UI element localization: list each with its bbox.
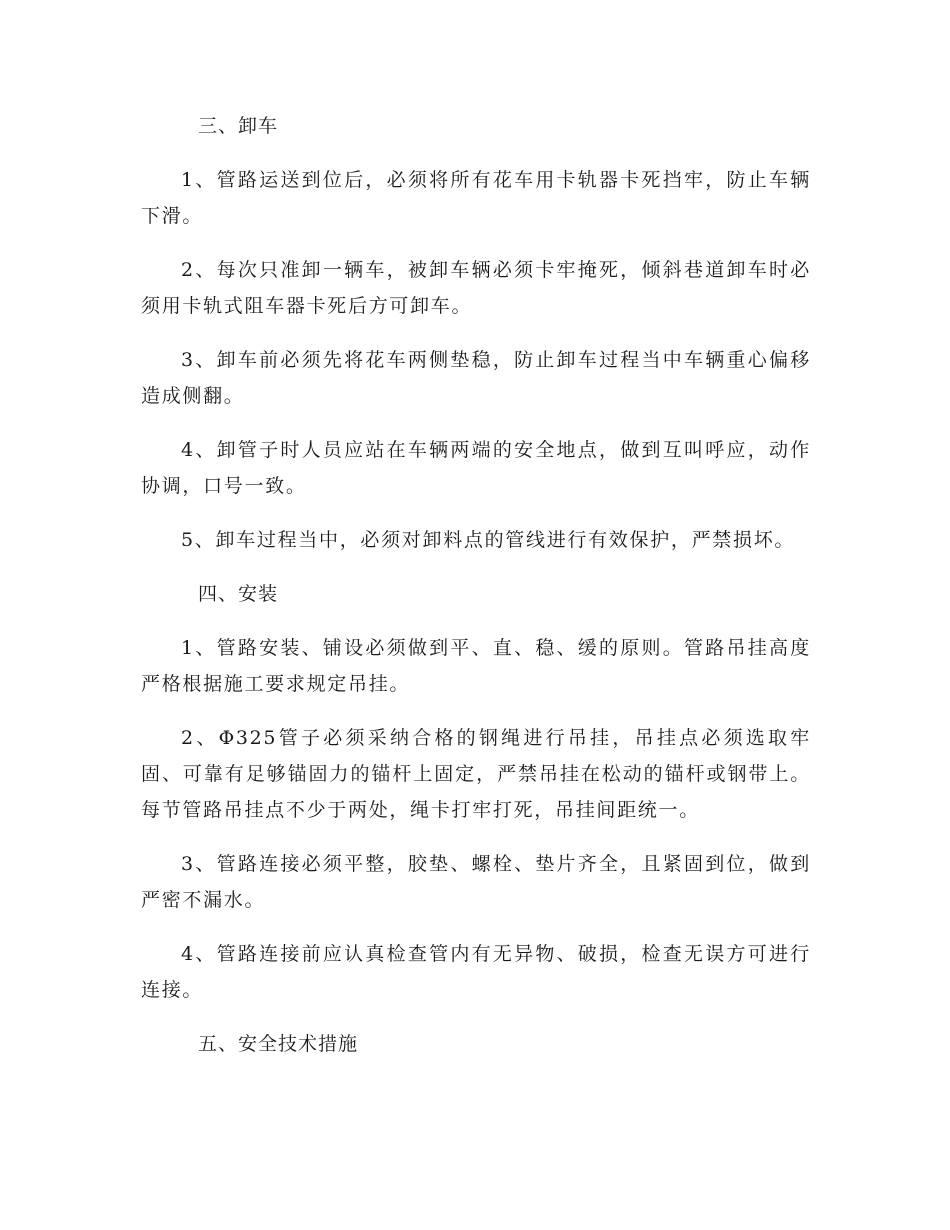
paragraph: 2、每次只准卸一辆车，被卸车辆必须卡牢掩死，倾斜巷道卸车时必须用卡轨式阻车器卡死后方可卸车。 <box>141 259 811 317</box>
paragraph: 1、管路安装、铺设必须做到平、直、稳、缓的原则。管路吊挂高度严格根据施工要求规定吊挂。 <box>141 637 811 695</box>
section-heading-safety-measures: 五、安全技术措施 <box>198 1033 359 1055</box>
paragraph: 5、卸车过程当中，必须对卸料点的管线进行有效保护，严禁损坏。 <box>181 529 796 551</box>
paragraph: 4、管路连接前应认真检查管内有无异物、破损，检查无误方可进行连接。 <box>141 943 811 1001</box>
document-body <box>141 108 811 1080</box>
paragraph: 2、Φ325管子必须采纳合格的钢绳进行吊挂，吊挂点必须选取牢固、可靠有足够锚固力的锚杆上固定，严禁吊挂在松动的锚杆或钢带上。每节管路吊挂点不少于两处，绳卡打牢打死，吊挂间距统一。 <box>141 727 811 821</box>
paragraph: 3、卸车前必须先将花车两侧垫稳，防止卸车过程当中车辆重心偏移造成侧翻。 <box>141 349 811 407</box>
paragraph: 4、卸管子时人员应站在车辆两端的安全地点，做到互叫呼应，动作协调，口号一致。 <box>141 439 811 497</box>
section-heading-installation: 四、安装 <box>198 583 279 605</box>
paragraph: 3、管路连接必须平整，胶垫、螺栓、垫片齐全，且紧固到位，做到严密不漏水。 <box>141 853 811 911</box>
paragraph: 1、管路运送到位后，必须将所有花车用卡轨器卡死挡牢，防止车辆下滑。 <box>141 169 811 227</box>
section-heading-unloading: 三、卸车 <box>198 115 279 137</box>
